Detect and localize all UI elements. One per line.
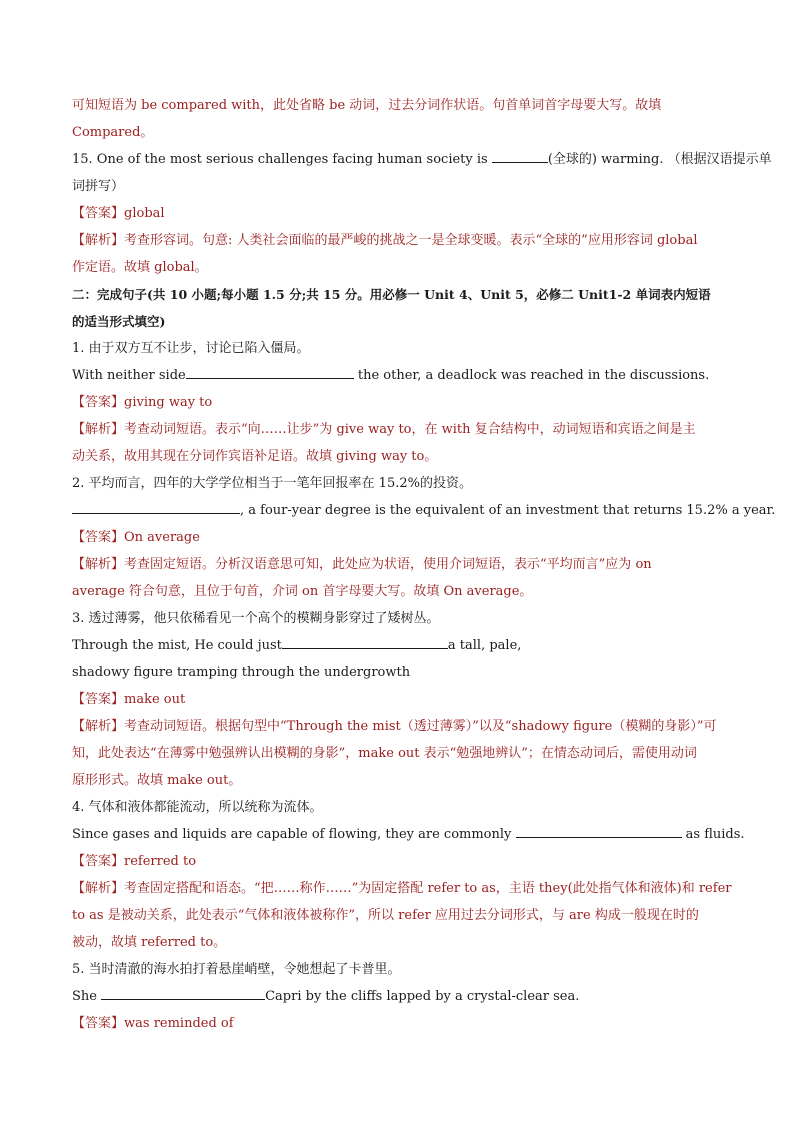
explanation-text: 考查动词短语。根据句型中“Through the mist（透过薄雾）”以及“shadowy figure（模糊的身影）”可 — [124, 719, 717, 734]
answer-value: make out — [124, 692, 186, 707]
answer-blank — [101, 987, 265, 1000]
answer-blank — [72, 501, 240, 514]
answer-label: 【答案】 — [72, 854, 125, 869]
question-text: 15. One of the most serious challenges facing human society is — [72, 152, 492, 167]
answer-label: 【答案】 — [72, 530, 125, 545]
answer-value: was reminded of — [124, 1016, 234, 1031]
sentence-text: the other, a deadlock was reached in the discussions. — [353, 368, 710, 383]
explanation-text: 考查形容词。句意: 人类社会面临的最严峻的挑战之一是全球变暖。表示“全球的”应用形容词 global — [124, 233, 698, 248]
explanation-line: 作定语。故填 global。 — [72, 260, 208, 275]
explanation-line: 动关系，故用其现在分词作宾语补足语。故填 giving way to。 — [72, 449, 438, 464]
explanation-line — [72, 416, 722, 443]
answer-line — [72, 200, 722, 227]
explanation-line — [72, 227, 722, 254]
answer-line — [72, 524, 722, 551]
question-text: (全球的) warming. （根据汉语提示单 — [547, 152, 772, 167]
sentence-text: She — [72, 989, 102, 1004]
sentence-chinese: 5. 当时清澈的海水拍打着悬崖峭壁，令她想起了卡普里。 — [72, 962, 401, 977]
answer-label: 【答案】 — [72, 206, 125, 221]
explanation-label: 【解析】 — [72, 233, 125, 248]
sentence-english — [72, 632, 722, 659]
answer-value: referred to — [124, 854, 197, 869]
explanation-line: 原形形式。故填 make out。 — [72, 773, 242, 788]
question-15 — [72, 146, 772, 173]
answer-blank — [516, 825, 682, 838]
question-text: 词拼写） — [72, 179, 125, 194]
explanation-line: 知，此处表达“在薄雾中勉强辨认出模糊的身影”，make out 表示“勉强地辨认”；在情态动词后，需使用动词 — [72, 746, 697, 761]
sentence-english — [72, 497, 776, 524]
explanation-line — [72, 551, 722, 578]
answer-label: 【答案】 — [72, 1016, 125, 1031]
explanation-text: 考查固定搭配和语态。“把……称作……”为固定搭配 refer to as，主语 they(此处指气体和液体)和 refer — [124, 881, 732, 896]
sentence-english — [72, 362, 722, 389]
sentence-text: Since gases and liquids are capable of flowing, they are commonly — [72, 827, 516, 842]
explanation-text: 考查动词短语。表示“向……让步”为 give way to，在 with 复合结构中，动词短语和宾语之间是主 — [124, 422, 696, 437]
sentence-english — [72, 821, 745, 848]
explanation-line: 可知短语为 be compared with，此处省略 be 动词，过去分词作状语。句首单词首字母要大写。故填 — [72, 98, 662, 113]
answer-line — [72, 1010, 722, 1037]
sentence-english — [72, 983, 722, 1010]
explanation-line: Compared。 — [72, 125, 154, 140]
sentence-chinese: 2. 平均而言，四年的大学学位相当于一笔年回报率在 15.2%的投资。 — [72, 476, 472, 491]
explanation-label: 【解析】 — [72, 719, 125, 734]
sentence-text: Through the mist, He could just — [72, 638, 282, 653]
explanation-text: 考查固定短语。分析汉语意思可知，此处应为状语，使用介词短语，表示“平均而言”应为 on — [124, 557, 652, 572]
explanation-line: average 符合句意，且位于句首，介词 on 首字母要大写。故填 On average。 — [72, 584, 533, 599]
answer-value: global — [124, 206, 165, 221]
answer-line — [72, 389, 722, 416]
sentence-text: a tall, pale, — [447, 638, 522, 653]
explanation-label: 【解析】 — [72, 422, 125, 437]
answer-label: 【答案】 — [72, 692, 125, 707]
explanation-line: 被动，故填 referred to。 — [72, 935, 227, 950]
sentence-chinese: 4. 气体和液体都能流动，所以统称为流体。 — [72, 800, 323, 815]
sentence-text: With neither side — [72, 368, 186, 383]
answer-blank — [282, 636, 448, 649]
answer-blank — [186, 366, 354, 379]
answer-label: 【答案】 — [72, 395, 125, 410]
sentence-text: Capri by the cliffs lapped by a crystal-clear sea. — [265, 989, 580, 1004]
answer-line — [72, 848, 722, 875]
sentence-chinese: 3. 透过薄雾，他只依稀看见一个高个的模糊身影穿过了矮树丛。 — [72, 611, 440, 626]
sentence-english: shadowy figure tramping through the undergrowth — [72, 665, 411, 680]
explanation-line — [72, 713, 722, 740]
answer-value: giving way to — [124, 395, 213, 410]
sentence-text: , a four-year degree is the equivalent of an investment that returns 15.2% a year. — [240, 503, 776, 518]
explanation-label: 【解析】 — [72, 881, 125, 896]
sentence-chinese: 1. 由于双方互不让步，讨论已陷入僵局。 — [72, 341, 310, 356]
sentence-text: as fluids. — [681, 827, 745, 842]
answer-value: On average — [124, 530, 200, 545]
section-heading: 二：完成句子(共 10 小题;每小题 1.5 分;共 15 分。用必修一 Unit 4、Unit 5，必修二 Unit1-2 单词表内短语 — [72, 287, 711, 302]
section-heading: 的适当形式填空) — [72, 314, 166, 329]
explanation-line — [72, 875, 732, 902]
answer-line — [72, 686, 722, 713]
explanation-line: to as 是被动关系，此处表示“气体和液体被称作”，所以 refer 应用过去分词形式，与 are 构成一般现在时的 — [72, 908, 699, 923]
explanation-label: 【解析】 — [72, 557, 125, 572]
answer-blank — [492, 150, 548, 163]
